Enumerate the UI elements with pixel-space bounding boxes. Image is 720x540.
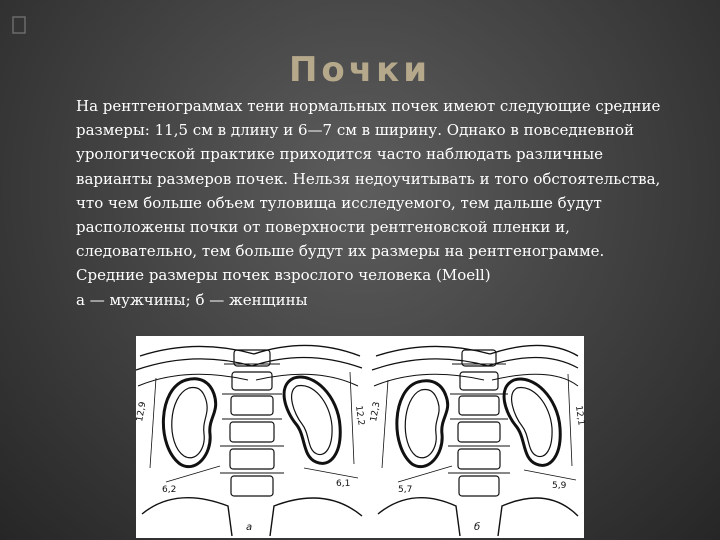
text-line: На рентгенограммах тени нормальных почек имеют следующие средние [76,97,661,115]
text-line: что чем больше объем туловища исследуемого, тем дальше будут [76,193,602,212]
slide-body-text [76,94,706,312]
text-line: следовательно, тем больше будут их размеры на рентгенограмме. [76,242,605,261]
kidney-diagram-right [372,345,578,536]
dim-label-right-width-2: 5,9 [552,481,567,491]
panel-label-b: б [474,522,481,533]
dim-label-left-width-1: 6,2 [162,485,177,495]
text-line: расположены почки от поверхности рентгеновской пленки и, [76,218,570,237]
dim-label-right-width-1: 5,7 [398,485,413,495]
text-line: урологической практике приходится часто наблюдать различные [76,145,604,164]
panel-label-a: а [246,522,253,533]
dim-label-right-length-2: 12,1 [573,405,586,427]
dim-label-right-length-1: 12,3 [369,401,383,423]
slide-title: Почки [288,50,432,90]
slide-decoration-icon [12,16,26,34]
text-line: размеры: 11,5 см в длину и 6—7 см в ширину. Однако в повседневной [76,121,634,140]
kidney-size-figure [136,336,584,538]
kidney-diagram-left [136,345,362,536]
text-line: а — мужчины; б — женщины [76,290,308,309]
text-line: варианты размеров почек. Нельзя недоучитывать и того обстоятельства, [76,169,661,188]
dim-label-left-width-2: 6,1 [336,479,351,489]
dim-label-left-length-2: 12,2 [353,405,366,427]
text-line: Средние размеры почек взрослого человека (Moell) [76,266,491,285]
dim-label-left-length-1: 12,9 [135,401,149,423]
